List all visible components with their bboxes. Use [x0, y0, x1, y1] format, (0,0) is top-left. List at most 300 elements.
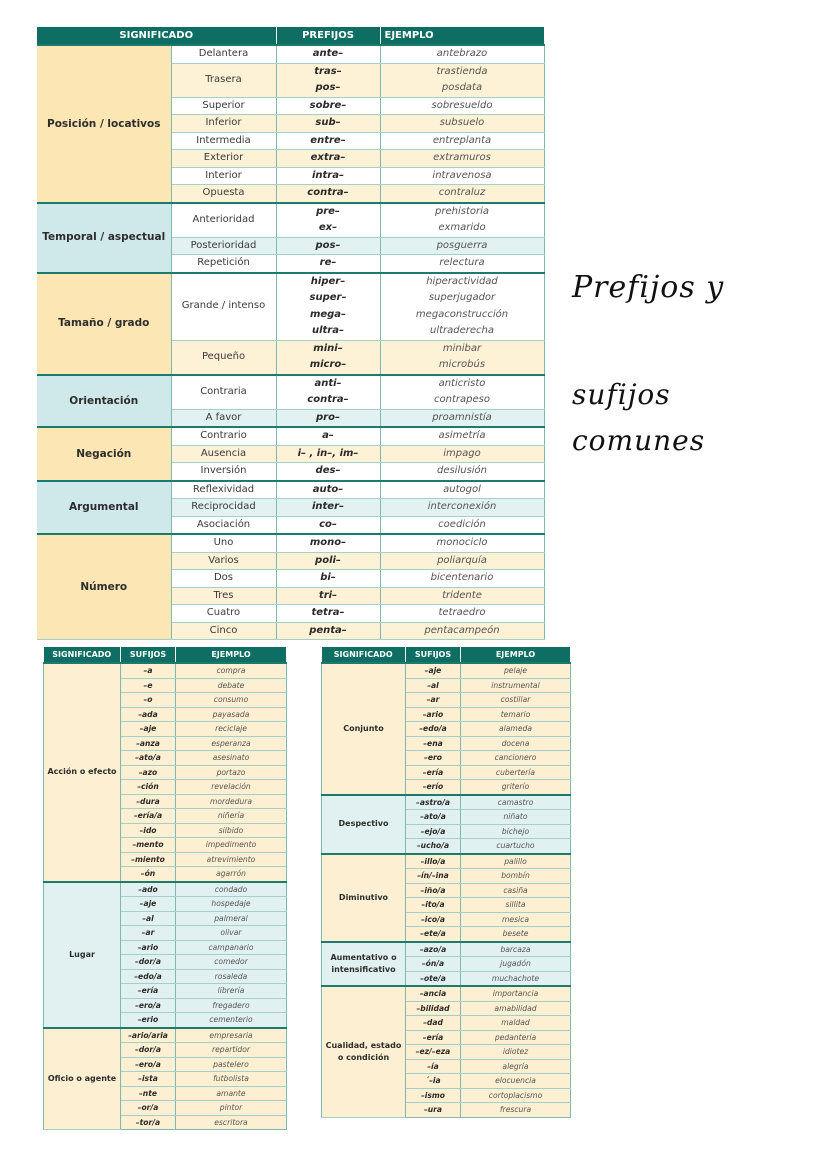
suffix-table-left — [43, 647, 287, 1130]
suffix-cell: –ico/a — [406, 912, 461, 927]
example: exmarido — [438, 222, 486, 233]
example-cell — [380, 463, 544, 481]
example-cell: cancionero — [461, 751, 571, 766]
example-cell: jugadón — [461, 957, 571, 972]
suffix-cell: –e — [121, 678, 176, 693]
suffix-cell: –azo/a — [406, 942, 461, 957]
prefix: ex– — [318, 222, 338, 233]
prefix-cell — [276, 409, 380, 427]
header-ejemplo: EJEMPLO — [176, 647, 287, 663]
suffix-cell: –ena — [406, 736, 461, 751]
suffix-cell: –ería — [406, 765, 461, 780]
example: microbús — [438, 359, 486, 370]
suffix-cell: –ario — [121, 940, 176, 955]
group-label: Acción o efecto — [44, 663, 121, 882]
prefix-cell — [276, 63, 380, 97]
table-row — [322, 795, 571, 810]
suffix-cell: –ejo/a — [406, 824, 461, 839]
suffix-cell: –mento — [121, 838, 176, 853]
example-cell: pastelero — [176, 1057, 287, 1072]
example-cell: costillar — [461, 693, 571, 708]
meaning-cell: Asociación — [171, 516, 276, 534]
suffix-cell: –ista — [121, 1072, 176, 1087]
example-cell: pelaje — [461, 663, 571, 678]
group-label: Posición / locativos — [37, 45, 171, 203]
meaning-cell: Pequeño — [171, 340, 276, 375]
example-cell — [380, 45, 544, 63]
group-label: Despectivo — [322, 795, 406, 854]
table-row — [37, 427, 544, 445]
suffix-cell: –nte — [121, 1086, 176, 1101]
meaning-cell: Dos — [171, 570, 276, 588]
suffix-cell: –aje — [121, 897, 176, 912]
example-cell — [380, 97, 544, 115]
example-cell: debate — [176, 678, 287, 693]
meaning-cell: Interior — [171, 167, 276, 185]
example-cell — [380, 445, 544, 463]
meaning-cell: Ausencia — [171, 445, 276, 463]
example: relectura — [439, 257, 485, 268]
prefix: sub– — [315, 117, 341, 128]
example-cell — [380, 534, 544, 552]
suffix-cell: –ato/a — [406, 810, 461, 825]
meaning-cell: Tres — [171, 587, 276, 605]
example-cell: idiotez — [461, 1045, 571, 1060]
example: megaconstrucción — [415, 308, 509, 320]
example-cell: alameda — [461, 722, 571, 737]
prefix-cell — [276, 463, 380, 481]
meaning-cell: Opuesta — [171, 185, 276, 203]
example: hiperactividad — [426, 275, 498, 287]
suffix-cell: –al — [121, 911, 176, 926]
suffix-cell: –ez/–eza — [406, 1045, 461, 1060]
header-ejemplo: EJEMPLO — [380, 27, 544, 45]
prefix: pro– — [316, 411, 340, 423]
prefix-cell — [276, 150, 380, 168]
prefix-cell — [276, 115, 380, 133]
suffix-cell: –dad — [406, 1016, 461, 1031]
prefix-cell — [276, 481, 380, 499]
example-cell: cortoplacismo — [461, 1088, 571, 1103]
meaning-cell: Contrario — [171, 427, 276, 445]
example-cell — [380, 167, 544, 185]
suffix-cell: –ote/a — [406, 971, 461, 986]
prefix: tri– — [318, 589, 338, 601]
example-cell: besete — [461, 927, 571, 942]
suffix-right-header — [322, 647, 571, 663]
prefix: re– — [319, 257, 337, 268]
table-row — [322, 663, 571, 678]
example-cell: alegría — [461, 1059, 571, 1074]
example: autogol — [443, 483, 481, 495]
table-row — [44, 1028, 287, 1043]
example-cell: bichejo — [461, 824, 571, 839]
suffix-cell: –dor/a — [121, 1043, 176, 1058]
example: coedición — [438, 518, 486, 530]
suffix-cell: ´–ia — [406, 1074, 461, 1089]
example-cell: compra — [176, 663, 287, 678]
suffix-cell: –ismo — [406, 1088, 461, 1103]
suffix-table-right — [321, 647, 571, 1118]
suffix-cell: –ario/aria — [121, 1028, 176, 1043]
example: monociclo — [436, 537, 488, 548]
meaning-cell: Delantera — [171, 45, 276, 63]
suffix-cell: –ero — [406, 751, 461, 766]
suffix-cell: –o — [121, 693, 176, 708]
suffix-cell: –edo/a — [121, 969, 176, 984]
example-cell: camastro — [461, 795, 571, 810]
example-cell: comedor — [176, 955, 287, 970]
prefix-cell — [276, 203, 380, 238]
suffix-cell: –ar — [406, 693, 461, 708]
prefix: hiper– — [310, 275, 346, 287]
example-cell: niñería — [176, 809, 287, 824]
table-row — [322, 986, 571, 1001]
prefix-table — [37, 27, 545, 640]
example-cell: portazo — [176, 765, 287, 780]
example-cell — [380, 115, 544, 133]
prefix-cell — [276, 167, 380, 185]
suffix-cell: –bilidad — [406, 1001, 461, 1016]
suffix-cell: –dura — [121, 794, 176, 809]
prefix-cell — [276, 445, 380, 463]
prefix: inter– — [311, 501, 345, 512]
meaning-cell: Repetición — [171, 255, 276, 273]
group-label: Argumental — [37, 481, 171, 535]
prefix: extra– — [310, 152, 346, 163]
suffix-cell: –ucho/a — [406, 839, 461, 854]
example-cell: campanario — [176, 940, 287, 955]
suffix-cell: –ura — [406, 1103, 461, 1118]
suffix-cell: –ero/a — [121, 998, 176, 1013]
example-cell: olivar — [176, 926, 287, 941]
table-row — [37, 375, 544, 410]
example-cell — [380, 587, 544, 605]
example: prehistoria — [435, 205, 489, 217]
example-cell: atrevimiento — [176, 852, 287, 867]
suffix-cell: –ía — [406, 1059, 461, 1074]
prefix-cell — [276, 570, 380, 588]
example-cell: empresaria — [176, 1028, 287, 1043]
example-cell — [380, 570, 544, 588]
handwritten-title-line-1: Prefijos y — [572, 270, 725, 305]
example-cell: casiña — [461, 883, 571, 898]
example-cell — [380, 340, 544, 375]
prefix: bi– — [320, 572, 336, 583]
example: extramuros — [433, 152, 491, 163]
prefix: entre– — [310, 134, 346, 146]
example-cell — [380, 150, 544, 168]
header-ejemplo: EJEMPLO — [461, 647, 571, 663]
prefix: i– , in–, im– — [297, 447, 359, 459]
suffix-cell: –ito/a — [406, 898, 461, 913]
example-cell: silbido — [176, 823, 287, 838]
example: minibar — [442, 342, 482, 354]
prefix-cell — [276, 605, 380, 623]
example-cell: escritora — [176, 1115, 287, 1130]
example-cell — [380, 375, 544, 410]
example: sobresueldo — [431, 99, 493, 111]
suffix-cell: –erio — [121, 1013, 176, 1028]
prefix: mono– — [309, 537, 347, 548]
suffix-cell: –ada — [121, 707, 176, 722]
suffix-cell: –azo — [121, 765, 176, 780]
suffix-cell: –ario — [406, 707, 461, 722]
suffix-right-body — [322, 663, 571, 1117]
group-label: Cualidad, estado o condición — [322, 986, 406, 1117]
example-cell — [380, 273, 544, 341]
example-cell: amabilidad — [461, 1001, 571, 1016]
group-label: Temporal / aspectual — [37, 203, 171, 273]
prefix-cell — [276, 552, 380, 570]
group-label: Diminutivo — [322, 854, 406, 942]
example-cell: impedimento — [176, 838, 287, 853]
suffix-cell: –astro/a — [406, 795, 461, 810]
prefix-cell — [276, 45, 380, 63]
example-cell: docena — [461, 736, 571, 751]
suffix-left-body — [44, 663, 287, 1130]
suffix-cell: –ción — [121, 780, 176, 795]
example-cell: elocuencia — [461, 1074, 571, 1089]
meaning-cell: Reciprocidad — [171, 499, 276, 517]
example: subsuelo — [439, 117, 485, 128]
example-cell: fregadero — [176, 998, 287, 1013]
prefix-cell — [276, 587, 380, 605]
prefix: tetra– — [311, 607, 345, 618]
example-cell — [380, 427, 544, 445]
suffix-left-header — [44, 647, 287, 663]
prefix: sobre– — [309, 99, 347, 111]
suffix-cell: –iño/a — [406, 883, 461, 898]
header-sufijos: SUFIJOS — [406, 647, 461, 663]
example: entreplanta — [432, 134, 492, 146]
prefix: ultra– — [311, 325, 344, 336]
table-row — [37, 273, 544, 341]
meaning-cell: Intermedia — [171, 132, 276, 150]
table-row — [37, 45, 544, 63]
prefix-table-body — [37, 45, 544, 640]
example-cell: instrumental — [461, 678, 571, 693]
meaning-cell: Inversión — [171, 463, 276, 481]
example-cell: pedantería — [461, 1030, 571, 1045]
suffix-cell: –ero/a — [121, 1057, 176, 1072]
suffix-cell: –illo/a — [406, 854, 461, 869]
example-cell — [380, 63, 544, 97]
example: poliarquía — [437, 554, 487, 566]
suffix-cell: –edo/a — [406, 722, 461, 737]
suffix-cell: –anza — [121, 736, 176, 751]
table-row — [44, 882, 287, 897]
suffix-cell: –ar — [121, 926, 176, 941]
example-cell — [380, 203, 544, 238]
prefix: co– — [319, 518, 337, 530]
example-cell: librería — [176, 984, 287, 999]
prefix: auto– — [312, 483, 344, 495]
example-cell — [380, 622, 544, 640]
suffix-cell: –a — [121, 663, 176, 678]
example: posdata — [441, 82, 483, 93]
example: contraluz — [438, 187, 486, 198]
example-cell: mesica — [461, 912, 571, 927]
group-label: Tamaño / grado — [37, 273, 171, 375]
suffix-cell: –ín/–ina — [406, 869, 461, 884]
example-cell: niñato — [461, 810, 571, 825]
example-cell — [380, 132, 544, 150]
prefix: super– — [309, 292, 347, 303]
prefix: a– — [322, 430, 334, 441]
prefix-cell — [276, 273, 380, 341]
group-label: Oficio o agente — [44, 1028, 121, 1130]
suffix-cell: –ancia — [406, 986, 461, 1001]
example-cell: repartidor — [176, 1043, 287, 1058]
prefix-cell — [276, 622, 380, 640]
prefix-cell — [276, 97, 380, 115]
suffix-cell: –aje — [121, 722, 176, 737]
example-cell: sillita — [461, 898, 571, 913]
group-label: Conjunto — [322, 663, 406, 795]
suffix-cell: –ería — [406, 1030, 461, 1045]
example-cell: bombín — [461, 869, 571, 884]
example-cell: importancia — [461, 986, 571, 1001]
meaning-cell: Uno — [171, 534, 276, 552]
example: contrapeso — [434, 394, 490, 405]
prefix-cell — [276, 499, 380, 517]
header-sufijos: SUFIJOS — [121, 647, 176, 663]
suffix-cell: –or/a — [121, 1101, 176, 1116]
example: bicentenario — [430, 572, 494, 583]
example-cell: rosaleda — [176, 969, 287, 984]
example-cell: temario — [461, 707, 571, 722]
example-cell: pintor — [176, 1101, 287, 1116]
example: desilusión — [436, 465, 488, 476]
example-cell — [380, 185, 544, 203]
header-prefijos: PREFIJOS — [276, 27, 380, 45]
example-cell: asesinato — [176, 751, 287, 766]
prefix: anti– — [314, 377, 342, 389]
suffix-cell: –aje — [406, 663, 461, 678]
example-cell — [380, 409, 544, 427]
example: trastienda — [436, 65, 488, 77]
meaning-cell: Cinco — [171, 622, 276, 640]
example: pentacampeón — [424, 624, 500, 636]
meaning-cell: Cuatro — [171, 605, 276, 623]
meaning-cell: Exterior — [171, 150, 276, 168]
example-cell: barcaza — [461, 942, 571, 957]
group-label: Número — [37, 534, 171, 640]
prefix-cell — [276, 185, 380, 203]
example-cell: griterío — [461, 780, 571, 795]
meaning-cell: Anterioridad — [171, 203, 276, 238]
example-cell: cuartucho — [461, 839, 571, 854]
example-cell: mordedura — [176, 794, 287, 809]
example: tetraedro — [438, 607, 486, 618]
prefix: poli– — [315, 554, 341, 566]
prefix-cell — [276, 340, 380, 375]
suffix-cell: –erío — [406, 780, 461, 795]
example: interconexión — [427, 501, 497, 512]
header-significado: SIGNIFICADO — [37, 27, 276, 45]
example: ultraderecha — [429, 325, 494, 336]
example-cell: condado — [176, 882, 287, 897]
example: anticristo — [438, 377, 486, 389]
example: antebrazo — [436, 48, 488, 59]
group-label: Lugar — [44, 882, 121, 1028]
meaning-cell: A favor — [171, 409, 276, 427]
meaning-cell: Varios — [171, 552, 276, 570]
example-cell: revelación — [176, 780, 287, 795]
example-cell: reciclaje — [176, 722, 287, 737]
prefix-cell — [276, 255, 380, 273]
prefix-table-header — [37, 27, 544, 45]
handwritten-title-line-2: sufijos — [572, 378, 671, 411]
meaning-cell: Reflexividad — [171, 481, 276, 499]
prefix-cell — [276, 132, 380, 150]
example-cell: palmeral — [176, 911, 287, 926]
suffix-cell: –al — [406, 678, 461, 693]
table-row — [322, 854, 571, 869]
example-cell: cubertería — [461, 765, 571, 780]
example-cell: frescura — [461, 1103, 571, 1118]
prefix: mini– — [313, 342, 343, 354]
table-row — [37, 534, 544, 552]
prefix: contra– — [307, 394, 349, 405]
example-cell — [380, 499, 544, 517]
example-cell: payasada — [176, 707, 287, 722]
suffix-cell: –ón/a — [406, 957, 461, 972]
group-label: Aumentativo o intensificativo — [322, 942, 406, 987]
example-cell — [380, 237, 544, 255]
example-cell — [380, 481, 544, 499]
example: asimetría — [438, 430, 486, 441]
suffix-cell: –tor/a — [121, 1115, 176, 1130]
prefix: penta– — [309, 624, 347, 636]
example-cell — [380, 516, 544, 534]
meaning-cell: Contraria — [171, 375, 276, 410]
meaning-cell: Superior — [171, 97, 276, 115]
prefix: micro– — [309, 359, 347, 370]
suffix-cell: –ato/a — [121, 751, 176, 766]
example-cell: futbolista — [176, 1072, 287, 1087]
example-cell — [380, 255, 544, 273]
prefix-cell — [276, 237, 380, 255]
table-row — [37, 481, 544, 499]
table-row — [322, 942, 571, 957]
prefix-cell — [276, 534, 380, 552]
example-cell: maldad — [461, 1016, 571, 1031]
example: superjugador — [428, 292, 496, 303]
suffix-cell: –dor/a — [121, 955, 176, 970]
suffix-cell: –ido — [121, 823, 176, 838]
suffix-cell: –ado — [121, 882, 176, 897]
handwritten-title-line-3: comunes — [572, 424, 706, 457]
example-cell: palillo — [461, 854, 571, 869]
table-row — [44, 663, 287, 678]
example-cell — [380, 552, 544, 570]
prefix-cell — [276, 427, 380, 445]
group-label: Negación — [37, 427, 171, 481]
suffix-cell: –ería — [121, 984, 176, 999]
prefix-cell — [276, 516, 380, 534]
meaning-cell: Inferior — [171, 115, 276, 133]
example: impago — [443, 447, 481, 459]
example: proamnistía — [432, 411, 492, 423]
table-row — [37, 203, 544, 238]
example-cell: consumo — [176, 693, 287, 708]
meaning-cell: Trasera — [171, 63, 276, 97]
example-cell: cementerio — [176, 1013, 287, 1028]
example: posguerra — [436, 239, 488, 251]
suffix-cell: –ete/a — [406, 927, 461, 942]
